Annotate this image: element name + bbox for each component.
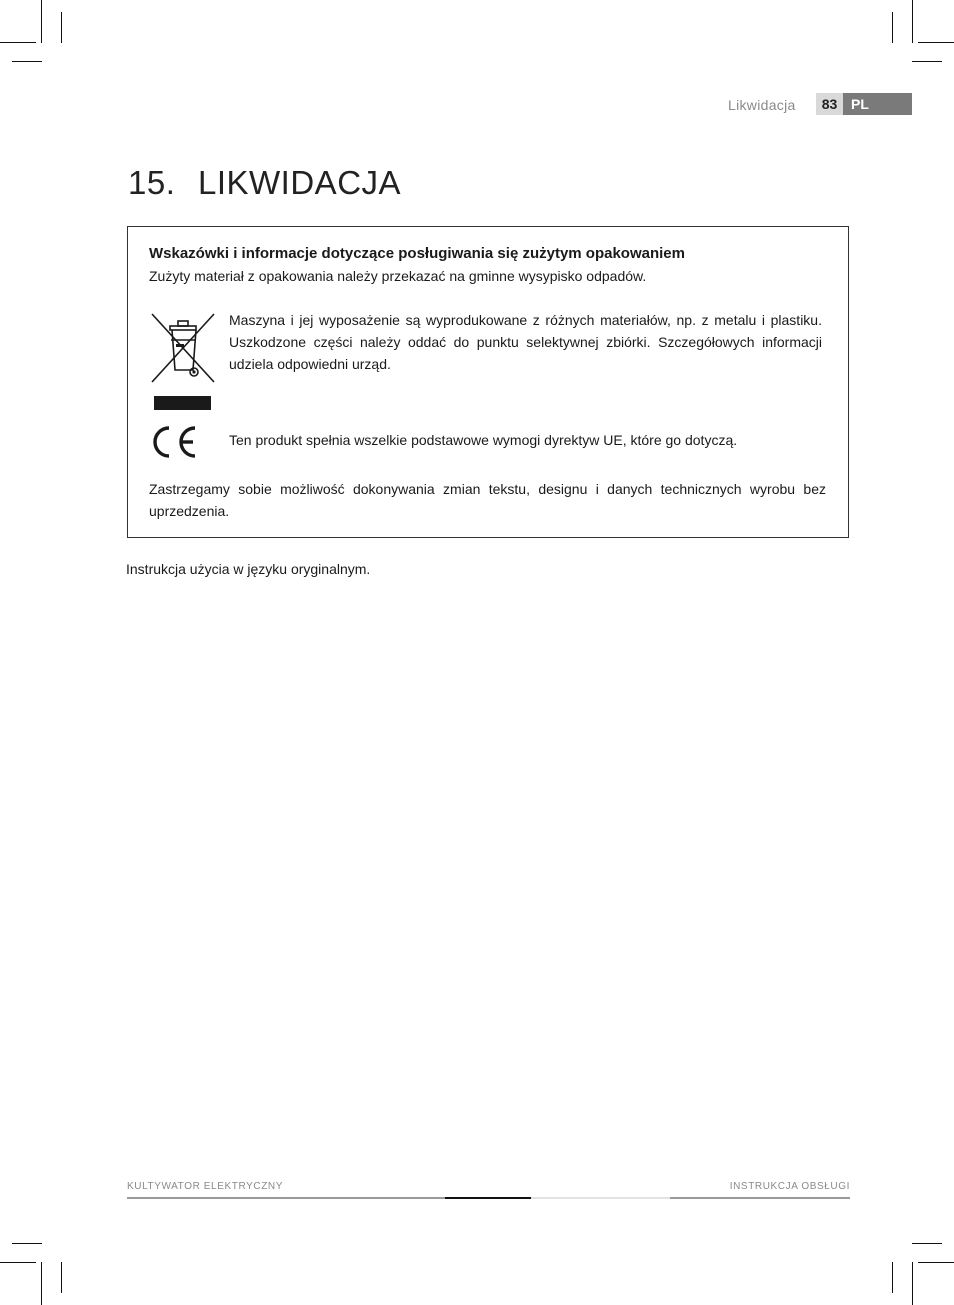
page-title	[128, 164, 401, 202]
crop-mark	[912, 61, 942, 62]
crop-mark	[41, 0, 42, 43]
box-intro-text: Zużyty materiał z opakowania należy przekazać na gminne wysypisko odpadów.	[149, 268, 647, 284]
reservation-text: Zastrzegamy sobie możliwość dokonywania zmian tekstu, designu i danych technicznych wyrobu bez uprzedzenia.	[149, 481, 826, 519]
original-language-note: Instrukcja użycia w języku oryginalnym.	[126, 561, 371, 577]
footer-product-name: KULTYWATOR ELEKTRYCZNY	[127, 1181, 284, 1192]
chapter-number: 15.	[128, 164, 176, 201]
crop-mark	[61, 1262, 62, 1293]
header-section-label: Likwidacja	[728, 97, 796, 113]
crop-mark	[892, 1262, 893, 1293]
crop-mark	[61, 12, 62, 43]
footer-rule-light	[531, 1197, 670, 1199]
chapter-title: LIKWIDACJA	[198, 164, 402, 201]
ce-mark-icon	[149, 423, 199, 466]
crop-mark	[918, 42, 954, 43]
page-number: 83	[816, 93, 843, 115]
footer-document-type: INSTRUKCJA OBSŁUGI	[729, 1181, 850, 1192]
crop-mark	[912, 0, 913, 43]
crop-mark	[918, 1262, 954, 1263]
crop-mark	[12, 1243, 42, 1244]
crop-mark	[12, 61, 42, 62]
crop-mark	[912, 1262, 913, 1305]
ce-text: Ten produkt spełnia wszelkie podstawowe wymogi dyrektyw UE, które go dotyczą.	[229, 432, 738, 448]
crossed-out-wheelie-bin-icon	[148, 310, 218, 391]
crop-mark	[41, 1262, 42, 1305]
crop-mark	[0, 42, 36, 43]
footer-rule-accent	[445, 1197, 531, 1199]
crop-mark	[912, 1243, 942, 1244]
box-heading: Wskazówki i informacje dotyczące posługiwania się zużytym opakowaniem	[149, 245, 685, 262]
crop-mark	[892, 12, 893, 43]
crop-mark	[0, 1262, 36, 1263]
language-badge: PL	[843, 93, 912, 115]
weee-text: Maszyna i jej wyposażenie są wyprodukowane z różnych materiałów, np. z metalu i plastiku. Uszkodzone części należy oddać do punktu selektywnej zbiórki. Szczegółowych informacji udziela odpowiedni urząd.	[229, 312, 822, 372]
weee-separator-bar	[154, 396, 211, 410]
